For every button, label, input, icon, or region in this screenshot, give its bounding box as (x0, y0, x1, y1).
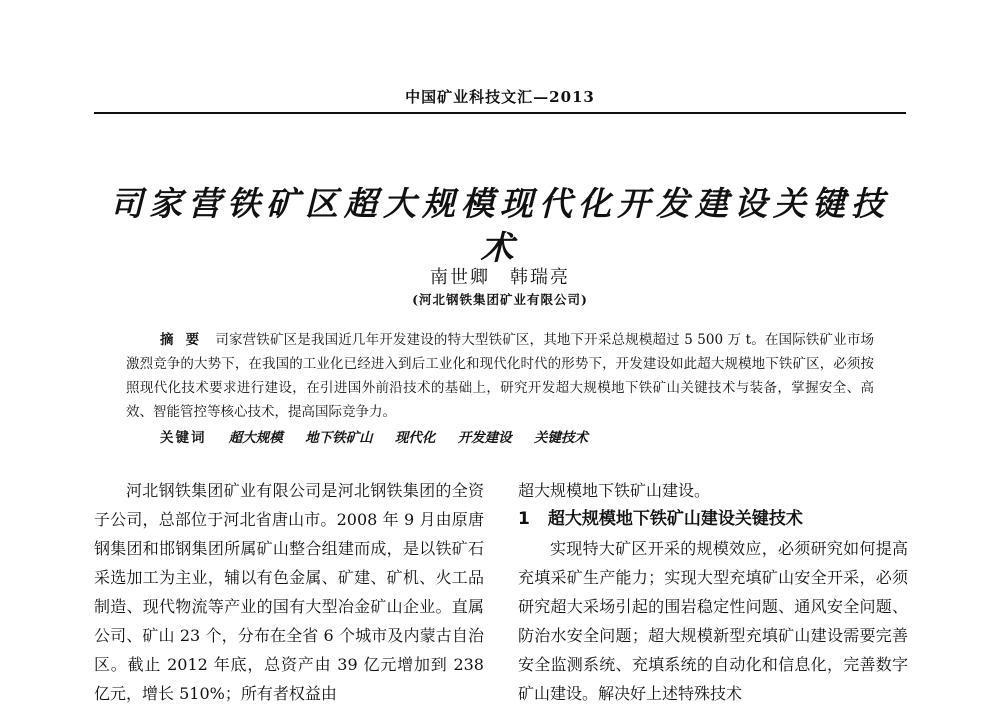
header-rule (94, 112, 906, 114)
section-heading (518, 505, 908, 534)
keywords (160, 426, 874, 450)
running-header: 中国矿业科技文汇—2013 (405, 88, 595, 106)
section-number: 1 (518, 509, 530, 529)
keyword: 地下铁矿山 (305, 430, 373, 446)
body-left-column (94, 476, 484, 708)
keyword: 关键技术 (533, 430, 588, 446)
keyword: 开发建设 (457, 430, 512, 446)
body-paragraph: 河北钢铁集团矿业有限公司是河北钢铁集团的全资子公司，总部位于河北省唐山市。2008 年 9 月由原唐钢集团和邯钢集团所属矿山整合组建而成，是以铁矿石采选加工为主业，辅以有色金属、矿建、矿机、火工品制造、现代物流等产业的国有大型冶金矿山企业。直属公司、矿山 23 个，分布在全省 6 个城市及内蒙古自治区。截止 2012 年底，总资产由 39 亿元增加到 238 亿元，增长 510%；所有者权益由 (94, 481, 484, 703)
body-paragraph: 实现特大矿区开采的规模效应，必须研究如何提高充填采矿生产能力；实现大型充填矿山安全开采，必须研究超大采场引起的围岩稳定性问题、通风安全问题、防治水安全问题；超大规模新型充填矿山建设需要完善安全监测系统、充填系统的自动化和信息化，完善数字矿山建设。解决好上述特殊技术 (518, 539, 908, 703)
keywords-label: 关键词 (160, 430, 207, 446)
abstract-text: 司家营铁矿区是我国近几年开发建设的特大型铁矿区，其地下开采总规模超过 5 500 万 t。在国际铁矿业市场激烈竞争的大势下，在我国的工业化已经进入到后工业化和现代化时代的形势下，开发建设如此超大规模地下铁矿区，必须按照现代化技术要求进行建设，在引进国外前沿技术的基础上，研究开发超大规模地下铁矿山关键技术与装备，掌握安全、高效、智能管控等核心技术，提高国际竞争力。 (126, 332, 874, 420)
keyword: 现代化 (394, 430, 436, 446)
affiliation: (河北钢铁集团矿业有限公司) (412, 292, 588, 307)
abstract (126, 328, 874, 424)
section-title: 超大规模地下铁矿山建设关键技术 (547, 509, 803, 529)
keyword: 超大规模 (228, 430, 283, 446)
paper-title: 司家营铁矿区超大规模现代化开发建设关键技术 (110, 184, 890, 267)
abstract-label: 摘要 (160, 332, 212, 348)
body-paragraph-continued: 超大规模地下铁矿山建设。 (518, 481, 711, 500)
authors: 南世卿 韩瑞亮 (430, 267, 570, 288)
body-right-column (518, 476, 908, 708)
